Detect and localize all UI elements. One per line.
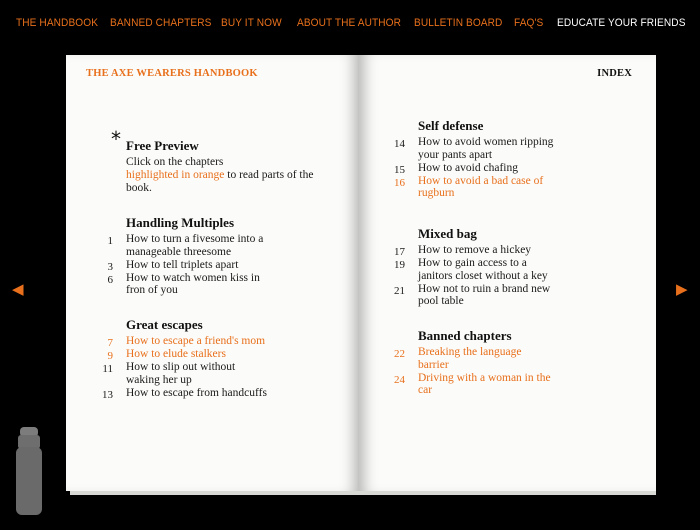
- chapter-item: [107, 258, 326, 273]
- chapter-title-line: How to avoid women ripping: [418, 136, 554, 148]
- chapter-item: [107, 271, 326, 297]
- chapter-title-line: rugburn: [418, 187, 455, 199]
- chapter-title-line: fron of you: [126, 284, 178, 296]
- page-number: 7: [107, 337, 113, 349]
- book-title: THE AXE WEARERS HANDBOOK: [86, 68, 258, 79]
- chapter-title-line: How to tell triplets apart: [126, 258, 239, 271]
- section-mixed-bag: [394, 226, 618, 308]
- page-number: 6: [107, 273, 113, 286]
- section-title: Great escapes: [126, 317, 203, 332]
- chapter-link[interactable]: [394, 371, 618, 397]
- chapter-item: [102, 386, 326, 401]
- preview-text-after: to read parts of the book.: [126, 169, 314, 194]
- chapter-title-line: waking her up: [126, 373, 192, 386]
- chapter-link[interactable]: [107, 335, 326, 349]
- left-page: [66, 55, 358, 491]
- page-number: 17: [394, 246, 405, 258]
- chapter-title-line: janitors closet without a key: [418, 269, 548, 282]
- section-title: Banned chapters: [418, 328, 512, 343]
- chapter-title-line: How to gain access to a: [418, 257, 527, 269]
- page-number: 24: [394, 373, 405, 386]
- chapter-title-line: How to escape a friend's mom: [126, 335, 266, 347]
- nav-educate-your-friends[interactable]: EDUCATE YOUR FRIENDS: [557, 17, 686, 29]
- page-number: 13: [102, 388, 113, 401]
- top-nav: [0, 0, 700, 46]
- chapter-title-line: barrier: [418, 358, 449, 371]
- chapter-item: [107, 233, 326, 258]
- prev-page-arrow-icon[interactable]: ◀: [12, 280, 24, 298]
- chapter-link[interactable]: [394, 174, 618, 200]
- chapter-title-line: How to slip out without: [126, 361, 236, 373]
- section-title: Mixed bag: [418, 226, 477, 241]
- chapter-title-line: car: [418, 384, 433, 396]
- chapter-title-line: your pants apart: [418, 148, 493, 161]
- chapter-link[interactable]: [394, 346, 618, 371]
- preview-highlight: highlighted in orange: [126, 169, 225, 181]
- page-number: 14: [394, 138, 405, 150]
- section-great-escapes: [102, 317, 326, 401]
- nav-faq-s[interactable]: FAQ'S: [514, 17, 544, 29]
- nav-about-the-author[interactable]: ABOUT THE AUTHOR: [297, 17, 402, 29]
- chapter-title-line: manageable threesome: [126, 245, 232, 258]
- page-number: 15: [394, 163, 405, 176]
- chapter-title-line: How not to ruin a brand new: [418, 282, 551, 295]
- deodorant-bottle-icon: [15, 427, 43, 515]
- chapter-title-line: How to avoid chafing: [418, 161, 518, 174]
- handbook-book: [66, 55, 656, 491]
- nav-the-handbook[interactable]: THE HANDBOOK: [16, 17, 99, 29]
- chapter-title-line: How to elude stalkers: [126, 348, 226, 360]
- section-banned-chapters: [394, 328, 618, 397]
- nav-banned-chapters[interactable]: BANNED CHAPTERS: [110, 17, 212, 29]
- page-number: 16: [394, 176, 405, 189]
- section-title: Handling Multiples: [126, 215, 234, 230]
- chapter-title-line: How to turn a fivesome into a: [126, 233, 264, 245]
- chapter-title-line: How to remove a hickey: [418, 244, 532, 256]
- page-number: 22: [394, 348, 405, 360]
- section-title: Self defense: [418, 118, 484, 133]
- page-number: 1: [107, 235, 113, 247]
- right-page: [358, 55, 656, 491]
- chapter-item: [394, 244, 618, 258]
- nav-bulletin-board[interactable]: BULLETIN BOARD: [414, 17, 503, 29]
- page-number: 21: [394, 284, 405, 297]
- page-number: 9: [107, 350, 113, 362]
- free-preview-title: Free Preview: [126, 138, 199, 153]
- chapter-item: [102, 361, 326, 386]
- chapter-item: [394, 161, 618, 176]
- next-page-arrow-icon[interactable]: ▶: [676, 280, 688, 298]
- chapter-item: [394, 136, 618, 161]
- section-self-defense: [394, 118, 618, 200]
- chapter-title-line: Driving with a woman in the: [418, 371, 551, 384]
- chapter-title-line: How to avoid a bad case of: [418, 174, 544, 187]
- page-number: 19: [394, 259, 405, 271]
- asterisk-icon: *: [111, 127, 121, 151]
- free-preview-section: [126, 138, 326, 195]
- index-label: INDEX: [597, 68, 632, 79]
- chapter-item: [394, 257, 618, 282]
- chapter-item: [394, 282, 618, 308]
- nav-buy-it-now[interactable]: BUY IT NOW: [221, 17, 282, 29]
- page-number: 11: [102, 363, 113, 375]
- chapter-link[interactable]: [107, 348, 326, 362]
- chapter-title-line: pool table: [418, 295, 464, 307]
- section-handling-multiples: [107, 215, 326, 297]
- chapter-title-line: How to watch women kiss in: [126, 271, 260, 284]
- preview-text-before: Click on the chapters: [126, 156, 224, 168]
- chapter-title-line: Breaking the language: [418, 346, 522, 358]
- free-preview-text: [126, 156, 326, 195]
- page-number: 3: [107, 260, 113, 273]
- chapter-title-line: How to escape from handcuffs: [126, 386, 267, 399]
